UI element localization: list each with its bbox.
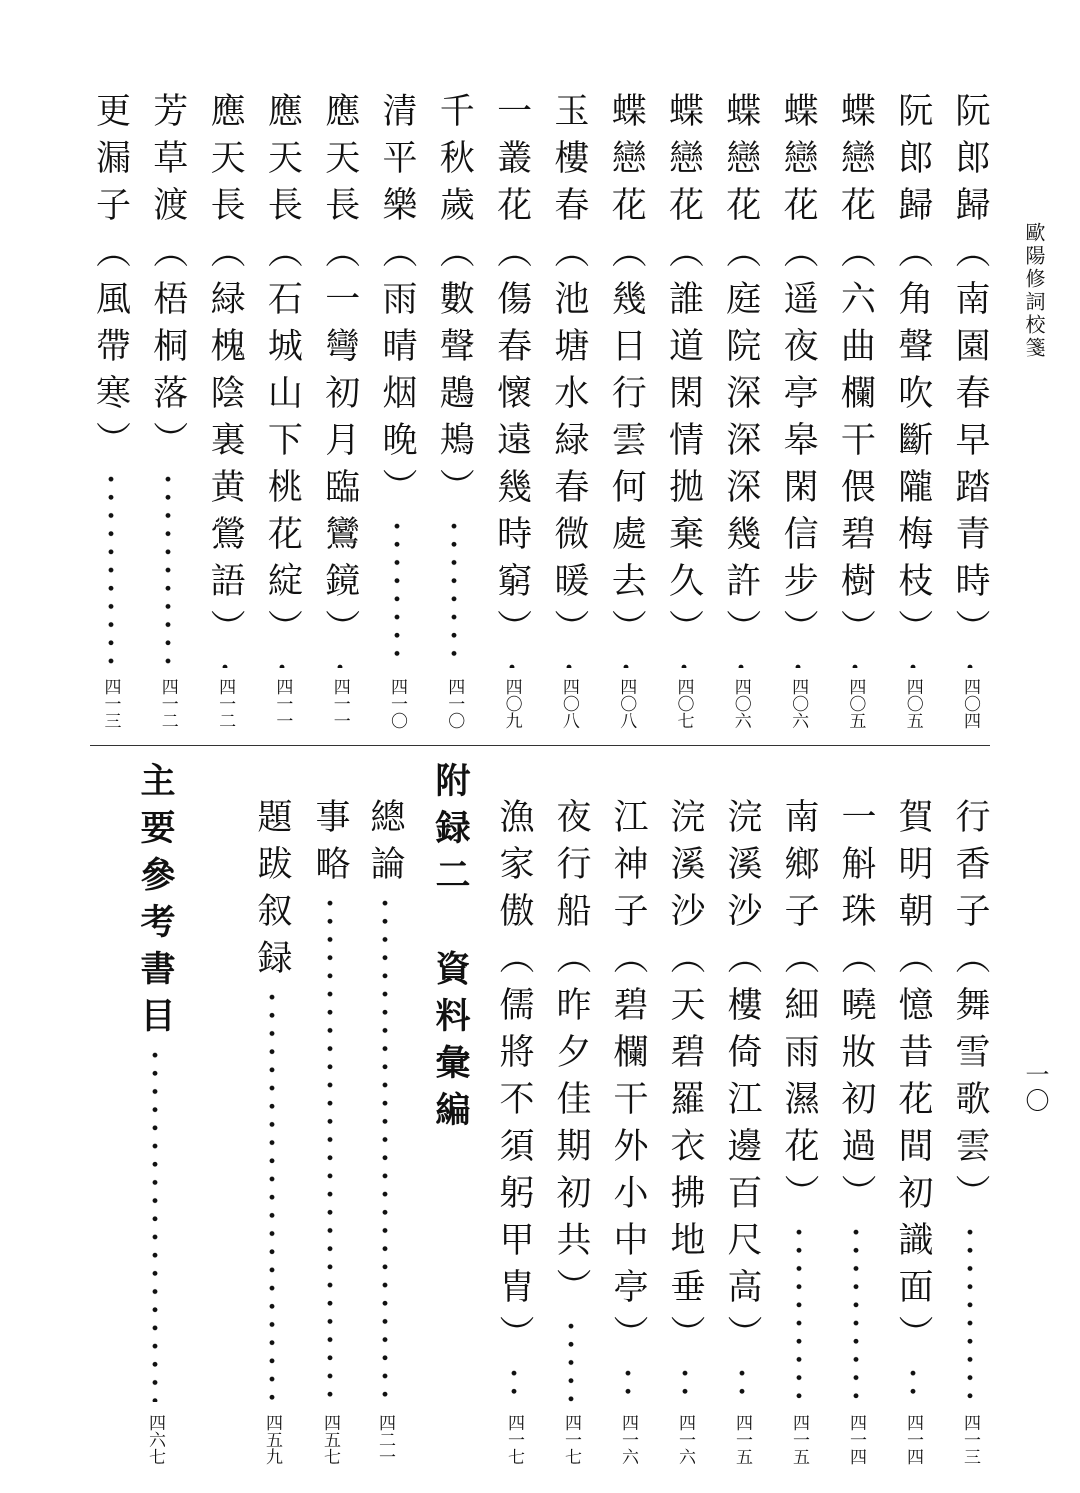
toc-entry-title: 蝶戀花（遥夜亭皋閑信步）	[778, 92, 819, 656]
toc-entry[interactable]	[662, 92, 706, 668]
toc-entry[interactable]	[308, 798, 352, 1402]
dot-leader	[327, 894, 333, 1402]
dot-leader	[269, 988, 275, 1402]
toc-entry-title: 蝶戀花（幾日行雲何處去）	[606, 92, 647, 656]
toc-entry[interactable]	[375, 92, 419, 668]
toc-entry-title: 主要參考書目	[135, 762, 175, 1044]
toc-entry-title: 江神子（碧欄干外小中亭）	[608, 798, 648, 1362]
toc-entry[interactable]	[948, 92, 992, 668]
toc-entry-title: 蝶戀花（六曲欄干偎碧樹）	[835, 92, 876, 656]
dot-leader	[738, 658, 744, 668]
toc-entry-title: 應天長（一彎初月臨鸞鏡）	[319, 92, 360, 656]
toc-entry-title: 一叢花（傷春懷遠幾時窮）	[491, 92, 532, 656]
dot-leader	[451, 517, 457, 668]
toc-entry-title: 更漏子（風帶寒）	[90, 92, 131, 468]
dot-leader	[382, 894, 388, 1402]
toc-entry-title: 阮郎歸（角聲吹斷隴梅枝）	[892, 92, 933, 656]
toc-entry[interactable]	[833, 92, 877, 668]
dot-leader	[108, 470, 114, 668]
toc-page-number: 四一四	[903, 1414, 923, 1465]
toc-entry-title: 蝶戀花（誰道閑情拋棄久）	[663, 92, 704, 656]
dot-leader	[568, 1317, 574, 1402]
dot-leader	[566, 658, 572, 668]
dot-leader	[152, 1046, 158, 1402]
toc-page-number: 四〇九	[501, 678, 522, 729]
toc-page-number: 四一六	[675, 1414, 695, 1465]
toc-page-number: 四〇八	[616, 678, 637, 729]
dot-leader	[509, 658, 515, 668]
toc-entry[interactable]	[492, 798, 536, 1402]
toc-page-number: 四一三	[960, 1414, 980, 1465]
toc-page-number: 四一二	[215, 678, 236, 729]
toc-entry-title: 應天長（緑槐陰裏黄鶯語）	[205, 92, 246, 656]
toc-entry-title: 蝶戀花（庭院深深深幾許）	[720, 92, 761, 656]
dot-leader	[165, 470, 171, 668]
toc-page-number: 四一〇	[387, 678, 407, 729]
toc-page-number: 四五七	[320, 1414, 340, 1465]
dot-leader	[910, 658, 916, 668]
toc-entry[interactable]	[948, 798, 992, 1402]
toc-entry-title: 附録二 資料彙編	[430, 762, 470, 1138]
toc-page-number: 四一七	[561, 1414, 581, 1465]
toc-entry[interactable]	[547, 92, 591, 668]
toc-entry[interactable]	[891, 92, 935, 668]
toc-entry[interactable]	[720, 798, 764, 1402]
toc-entry-title: 行香子（舞雪歌雲）	[950, 798, 990, 1221]
toc-page-number: 四〇六	[730, 678, 751, 729]
toc-heading[interactable]	[133, 762, 177, 1402]
toc-entry-title: 浣溪沙（樓倚江邊百尺高）	[722, 798, 762, 1362]
toc-entry[interactable]	[606, 798, 650, 1402]
toc-entry[interactable]	[318, 92, 362, 668]
toc-page-number: 四五九	[262, 1414, 282, 1465]
toc-page-number: 四一六	[618, 1414, 638, 1465]
toc-page-number: 四二一	[375, 1414, 395, 1465]
dot-leader	[795, 658, 801, 668]
toc-page-number: 四一五	[732, 1414, 752, 1465]
dot-leader	[511, 1364, 517, 1402]
toc-page-number: 四六七	[145, 1414, 165, 1465]
toc-page-number: 四〇五	[845, 678, 866, 729]
toc-entry-title: 應天長（石城山下桃花綻）	[262, 92, 303, 656]
dot-leader	[623, 658, 629, 668]
dot-leader	[625, 1364, 631, 1402]
toc-page-number: 四一四	[846, 1414, 866, 1465]
dot-leader	[222, 658, 228, 668]
toc-page-number: 四一一	[272, 678, 293, 729]
dot-leader	[852, 658, 858, 668]
toc-entry[interactable]	[891, 798, 935, 1402]
dot-leader	[279, 658, 285, 668]
toc-entry[interactable]	[363, 798, 407, 1402]
toc-entry[interactable]	[89, 92, 133, 668]
toc-entry-title: 清平樂（雨晴烟晚）	[377, 92, 417, 515]
dot-leader	[796, 1223, 802, 1402]
dot-leader	[394, 517, 400, 668]
toc-heading[interactable]	[428, 762, 472, 1402]
toc-page-number: 四〇八	[558, 678, 579, 729]
toc-page-number: 四〇四	[960, 678, 980, 729]
toc-entry[interactable]	[719, 92, 763, 668]
running-title: 歐陽修詞校箋	[1022, 222, 1046, 360]
toc-entry[interactable]	[146, 92, 190, 668]
toc-entry[interactable]	[490, 92, 534, 668]
dot-leader	[853, 1223, 859, 1402]
toc-page-number: 四一二	[157, 678, 178, 729]
toc-page-number: 四一三	[100, 678, 121, 729]
toc-entry-title: 漁家傲（儒將不須躬甲胄）	[494, 798, 534, 1362]
toc-entry[interactable]	[777, 798, 821, 1402]
toc-entry-title: 千秋歲（數聲鶗鴂）	[434, 92, 475, 515]
toc-page-number: 四〇五	[902, 678, 923, 729]
dot-leader	[910, 1364, 916, 1402]
toc-entry[interactable]	[834, 798, 878, 1402]
toc-entry-title: 賀明朝（憶昔花間初識面）	[893, 798, 933, 1362]
dot-leader	[967, 658, 973, 668]
toc-entry[interactable]	[663, 798, 707, 1402]
toc-page-number: 四一〇	[444, 678, 465, 729]
dot-leader	[337, 658, 343, 668]
toc-entry[interactable]	[776, 92, 820, 668]
toc-page-number: 四一五	[789, 1414, 809, 1465]
toc-entry[interactable]	[604, 92, 648, 668]
toc-page-number: 四〇七	[673, 678, 694, 729]
toc-entry-title: 題跋叙録	[252, 798, 292, 986]
toc-entry[interactable]	[432, 92, 476, 668]
page-number: 一〇	[1021, 1062, 1049, 1114]
toc-page-number: 四一七	[504, 1414, 524, 1465]
toc-entry[interactable]	[250, 798, 294, 1402]
toc-page-number: 四一一	[329, 678, 350, 729]
toc-entry[interactable]	[549, 798, 593, 1402]
dot-leader	[967, 1223, 973, 1402]
toc-entry-title: 一斛珠（曉妝初過）	[836, 798, 876, 1221]
dot-leader	[682, 1364, 688, 1402]
dot-leader	[681, 658, 687, 668]
toc-entry-title: 南鄉子（細雨濕花）	[779, 798, 819, 1221]
toc-entry-title: 玉樓春（池塘水緑春微暖）	[548, 92, 589, 656]
toc-entry-title: 總論	[365, 798, 405, 892]
toc-entry-title: 芳草渡（梧桐落）	[147, 92, 188, 468]
toc-entry[interactable]	[260, 92, 304, 668]
toc-entry-title: 浣溪沙（天碧羅衣拂地垂）	[665, 798, 705, 1362]
toc-entry[interactable]	[203, 92, 247, 668]
toc-entry-title: 事略	[310, 798, 350, 892]
toc-page-number: 四〇六	[788, 678, 809, 729]
dot-leader	[739, 1364, 745, 1402]
toc-entry-title: 夜行船（昨夕佳期初共）	[551, 798, 591, 1315]
section-divider	[90, 745, 990, 746]
toc-entry-title: 阮郎歸（南園春早踏青時）	[950, 92, 990, 656]
